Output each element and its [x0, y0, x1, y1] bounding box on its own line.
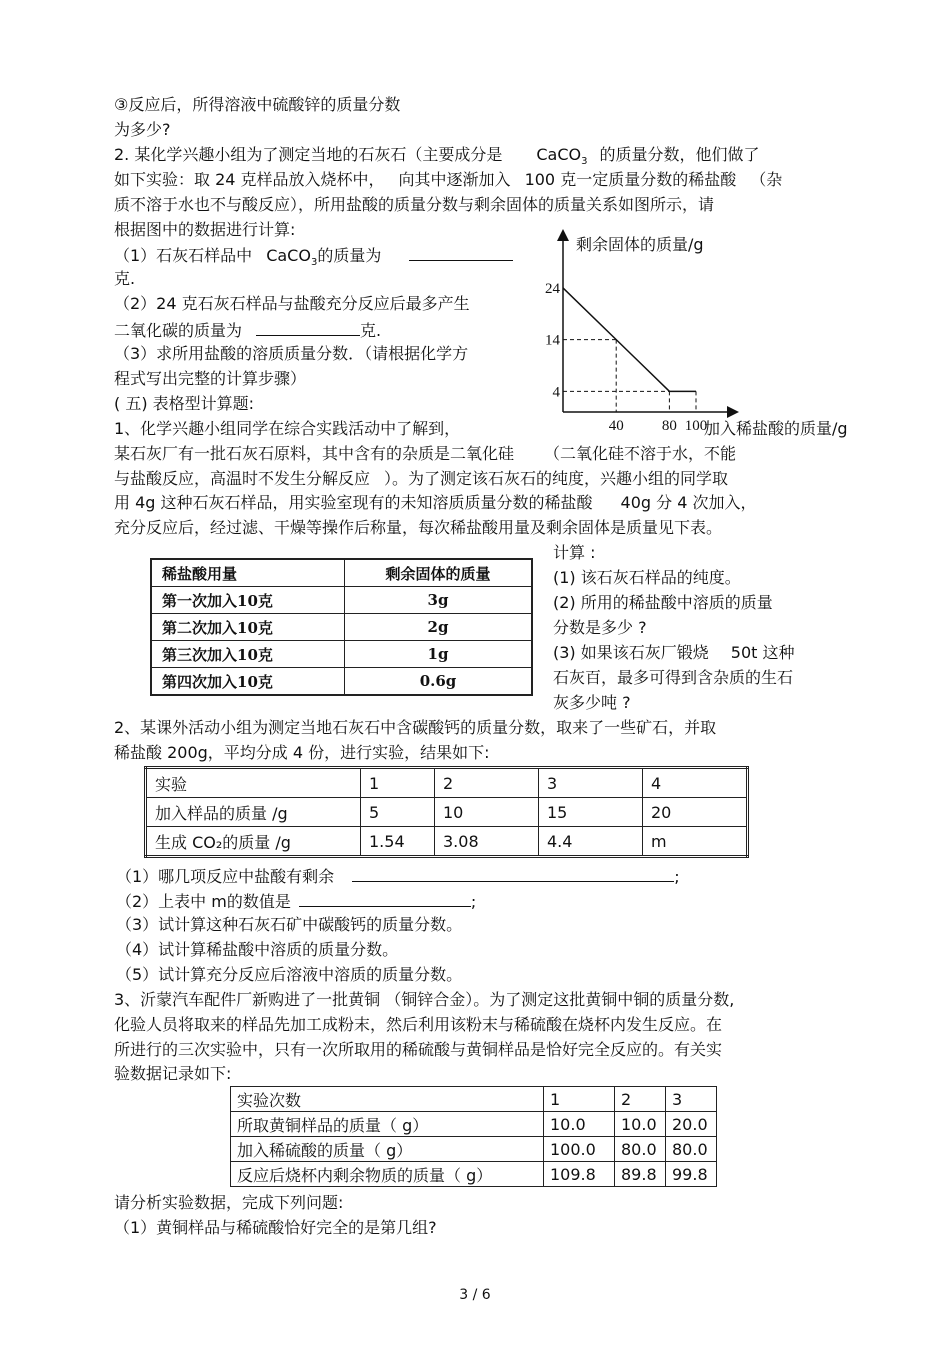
table-row — [231, 1112, 717, 1137]
question-text: 石灰百，最多可得到含杂质的生石 — [553, 668, 794, 687]
answer-blank[interactable] — [352, 864, 674, 882]
table-cell: 3 — [666, 1087, 717, 1112]
question-text — [116, 889, 476, 913]
y-tick-label: 14 — [545, 332, 560, 349]
question-text — [116, 864, 680, 888]
table-cell: 1.54 — [361, 827, 435, 857]
table-cell: 实验次数 — [231, 1087, 544, 1112]
table-cell: m — [643, 827, 748, 857]
table-cell: 1 — [361, 768, 435, 798]
table-cell: 99.8 — [666, 1162, 717, 1187]
table-cell: 20.0 — [666, 1112, 717, 1137]
table-cell: 第四次加入10克 — [151, 668, 345, 696]
x-tick-label: 80 — [661, 418, 677, 434]
text-line — [114, 492, 756, 514]
table-cell: 3.08 — [435, 827, 539, 857]
text-line — [114, 443, 736, 465]
answer-blank[interactable] — [409, 243, 513, 261]
text-line: ③反应后，所得溶液中硫酸锌的质量分数 — [114, 95, 401, 114]
text-fragment: 2. 某化学兴趣小组为了测定当地的石灰石（主要成分是 — [114, 145, 503, 164]
y-tick-label: 4 — [552, 384, 560, 401]
text-line — [114, 318, 381, 342]
table-cell: 第二次加入10克 — [151, 614, 345, 641]
text-fragment: （1）石灰石样品中 — [114, 246, 253, 265]
text-line: 3、沂蒙汽车配件厂新购进了一批黄铜 （铜锌合金）。为了测定这批黄铜中铜的质量分数, — [114, 990, 735, 1009]
x-tick-labels — [609, 418, 708, 434]
table-cell: 15 — [539, 798, 643, 827]
question-text: （1）黄铜样品与稀硫酸恰好完全的是第几组? — [114, 1218, 437, 1237]
table-cell: 20 — [643, 798, 748, 827]
text-line — [114, 243, 513, 274]
text-line — [114, 169, 782, 191]
table-cell: 稀盐酸用量 — [151, 559, 345, 587]
subscript: 3 — [310, 257, 318, 269]
section-heading: ( 五) 表格型计算题: — [114, 394, 255, 413]
x-tick-label: 40 — [608, 418, 624, 434]
table-row — [151, 614, 532, 641]
table-cell: 1g — [345, 641, 533, 668]
text-line: 所进行的三次实验中，只有一次所取用的稀硫酸与黄铜样品是恰好完全反应的。有关实 — [114, 1040, 723, 1059]
table-cell: 剩余固体的质量 — [345, 559, 533, 587]
table-cell: 2 — [435, 768, 539, 798]
table-row — [231, 1137, 717, 1162]
data-table-brass — [230, 1086, 717, 1187]
text-line: （3）求所用盐酸的溶质质量分数．（请根据化学方 — [114, 344, 469, 363]
text-fragment: ; — [470, 892, 477, 911]
line-chart — [536, 222, 856, 442]
y-axis-label: 剩余固体的质量/g — [576, 235, 704, 254]
text-fragment: （二氧化硅不溶于水，不能 — [544, 444, 737, 463]
text-line: 程式写出完整的计算步骤） — [114, 369, 307, 388]
text-line: 质不溶于水也不与酸反应），所用盐酸的质量分数与剩余固体的质量关系如图所示，请 — [114, 195, 715, 214]
table-cell: 4.4 — [539, 827, 643, 857]
data-table-samples — [144, 766, 749, 858]
question-text: 分数是多少 ? — [553, 618, 647, 637]
table-row — [146, 798, 748, 827]
table-cell: 80.0 — [615, 1137, 666, 1162]
table-row — [151, 641, 532, 668]
text-line: 为多少? — [114, 120, 171, 139]
table-cell: 2 — [615, 1087, 666, 1112]
text-line: 稀盐酸 200g，平均分成 4 份，进行实验，结果如下: — [114, 743, 490, 762]
table-cell: 加入稀硫酸的质量（ g） — [231, 1137, 544, 1162]
table-row — [151, 587, 532, 614]
text-line: （2）24 克石灰石样品与盐酸充分反应后最多产生 — [114, 294, 470, 313]
table-cell: 89.8 — [615, 1162, 666, 1187]
series-line — [563, 288, 696, 391]
table-cell: 109.8 — [544, 1162, 615, 1187]
table-cell: 反应后烧杯内剩余物质的质量（ g） — [231, 1162, 544, 1187]
question-text — [553, 642, 795, 664]
text-line: 充分反应后，经过滤、干燥等操作后称量，每次稀盐酸用量及剩余固体是质量见下表。 — [114, 518, 723, 537]
text-fragment: ）。为了测定该石灰石的纯度，兴趣小组的同学取 — [384, 469, 729, 488]
question-text: 计算 : — [553, 543, 596, 562]
text-line: 根据图中的数据进行计算: — [114, 220, 296, 239]
question-text: （5）试计算充分反应后溶液中溶质的质量分数。 — [116, 965, 463, 984]
table-cell: 实验 — [146, 768, 361, 798]
y-tick-label: 24 — [545, 280, 560, 297]
formula: CaCO — [266, 246, 311, 265]
table-cell: 1 — [544, 1087, 615, 1112]
table-cell: 80.0 — [666, 1137, 717, 1162]
table-cell: 10 — [435, 798, 539, 827]
text-fragment: 某石灰厂有一批石灰石原料，其中含有的杂质是二氧化硅 — [114, 444, 515, 463]
x-tick-label: 100 — [684, 418, 708, 434]
table-cell: 0.6g — [345, 668, 533, 696]
text-fragment: 用 4g 这种石灰石样品，用实验室现有的未知溶质质量分数的稀盐酸 — [114, 493, 593, 512]
text-line: 2、某课外活动小组为测定当地石灰石中含碳酸钙的质量分数，取来了一些矿石，并取 — [114, 718, 717, 737]
text-fragment: （杂 — [750, 170, 783, 189]
x-axis-label: 加入稀盐酸的质量/g — [704, 419, 848, 438]
table-row — [151, 668, 532, 696]
text-fragment: 克. — [360, 321, 382, 340]
text-line: 化验人员将取来的样品先加工成粉末，然后利用该粉末与稀硫酸在烧杯内发生反应。在 — [114, 1015, 723, 1034]
table-cell: 3g — [345, 587, 533, 614]
page-number: 3 / 6 — [459, 1287, 491, 1303]
table-cell: 100.0 — [544, 1137, 615, 1162]
table-cell: 第三次加入10克 — [151, 641, 345, 668]
question-text: (2) 所用的稀盐酸中溶质的质量 — [553, 593, 773, 612]
y-tick-labels — [545, 281, 561, 400]
table-cell: 第一次加入10克 — [151, 587, 345, 614]
table-cell: 加入样品的质量 /g — [146, 798, 361, 827]
table-cell: 10.0 — [615, 1112, 666, 1137]
text-line: 请分析实验数据，完成下列问题: — [114, 1193, 344, 1212]
text-fragment: 100 克一定质量分数的稀盐酸 — [524, 170, 737, 189]
text-line: 验数据记录如下: — [114, 1064, 232, 1083]
formula: CaCO — [536, 145, 582, 164]
text-fragment: 二氧化碳的质量为 — [114, 321, 243, 340]
table-cell: 10.0 — [544, 1112, 615, 1137]
text-fragment: 与盐酸反应，高温时不发生分解反应 — [114, 469, 371, 488]
question-text: （4）试计算稀盐酸中溶质的质量分数。 — [116, 940, 399, 959]
table-cell: 3 — [539, 768, 643, 798]
text-fragment: （2）上表中 m的数值是 — [116, 892, 291, 911]
text-fragment: ; — [674, 867, 680, 886]
text-line — [114, 468, 728, 490]
answer-blank[interactable] — [256, 318, 360, 336]
text-fragment: 50t 这种 — [730, 643, 795, 662]
question-text: (1) 该石灰石样品的纯度。 — [553, 568, 741, 587]
table-row — [231, 1087, 717, 1112]
text-fragment: 40g 分 4 次加入， — [620, 493, 757, 512]
reference-lines — [563, 340, 696, 412]
table-row — [231, 1162, 717, 1187]
table-cell: 2g — [345, 614, 533, 641]
answer-blank[interactable] — [299, 889, 471, 907]
text-fragment: 向其中逐渐加入 — [398, 170, 511, 189]
text-fragment: （1）哪几项反应中盐酸有剩余 — [116, 867, 335, 886]
question-text: （3）试计算这种石灰石矿中碳酸钙的质量分数。 — [116, 915, 463, 934]
table-row — [146, 827, 748, 857]
table-cell: 所取黄铜样品的质量（ g） — [231, 1112, 544, 1137]
table-row — [146, 768, 748, 798]
table-cell: 4 — [643, 768, 748, 798]
text-fragment: (3) 如果该石灰厂锻烧 — [553, 643, 709, 662]
data-table-hydrochloric — [150, 558, 533, 696]
text-line: 1、化学兴趣小组同学在综合实践活动中了解到， — [114, 419, 461, 438]
table-cell: 5 — [361, 798, 435, 827]
table-row — [151, 559, 532, 587]
subscript: 3 — [581, 156, 588, 168]
text-line: 克. — [114, 269, 136, 288]
question-text: 灰多少吨 ? — [553, 693, 631, 712]
text-fragment: 如下实验：取 24 克样品放入烧杯中， — [114, 170, 385, 189]
text-fragment: 的质量为 — [317, 246, 382, 265]
text-fragment: 的质量分数，他们做了 — [599, 145, 760, 164]
table-cell: 生成 CO₂的质量 /g — [146, 827, 361, 857]
